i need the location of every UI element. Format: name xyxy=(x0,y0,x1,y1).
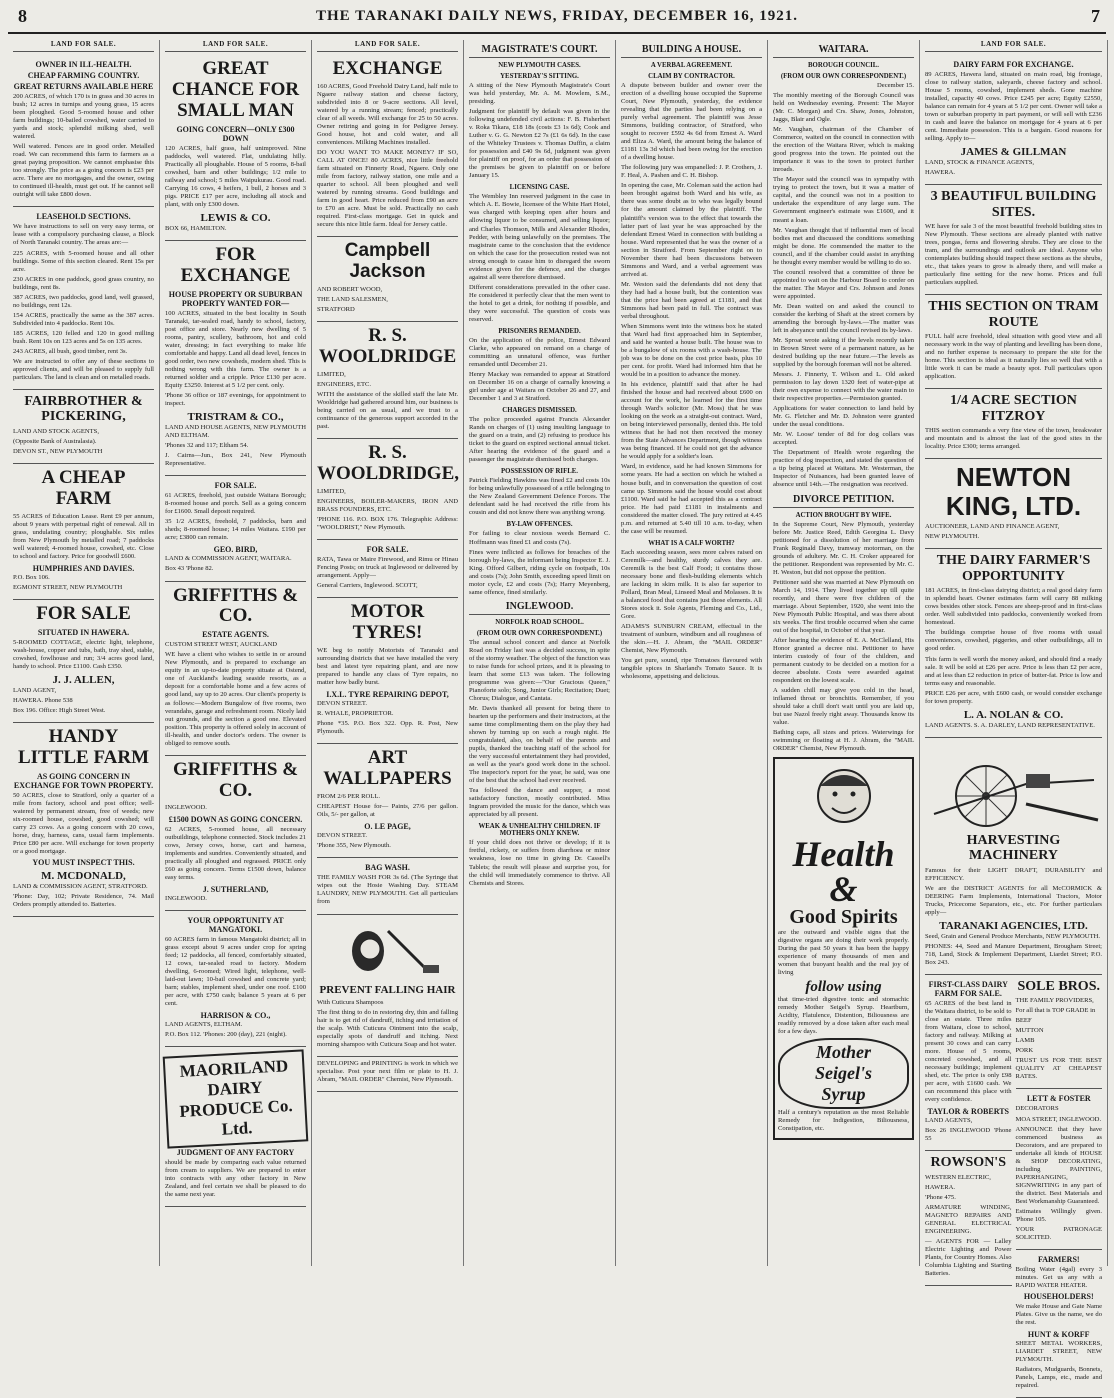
column-header: LAND FOR SALE. xyxy=(13,40,154,52)
column-header: LAND FOR SALE. xyxy=(925,40,1102,52)
ad-subline: 'Phones 32 and 117; Eltham 54. xyxy=(165,442,249,450)
ad-body: The first thing to do in restoring dry, thin and falling hair is to get rid of dandruff, itching and irritation of the scalp. With Cuticura Ointment into the scalp, especially spots of dandruff and itching. Next morning shampoo with Cuticura Soap and hot water. xyxy=(317,1008,458,1048)
ad-subline: LAND AGENTS. S. A. DARLEY, LAND REPRESENTATIVE. xyxy=(925,721,1095,729)
ad-body: are the outward and visible signs that the digestive organs are doing their work properly. During the past 50 years it has been the happy experience of many thousands of men and women that buoyant health and the real joy of living xyxy=(778,928,909,976)
article-paragraph: Henry Mackay was remanded to appear at Stratford on December 16 on a charge of carnally knowing a girl under age at Waitara on October 26 and 27, and December 1 and 3 at Stratford. xyxy=(469,371,610,403)
ad-art-wallpapers xyxy=(317,744,458,858)
ad-heading: 3 BEAUTIFUL BUILDING SITES. xyxy=(930,189,1097,220)
article-paragraph: Judgment for plaintiff by default was given in the following undefended civil actions: F. B. Fisherbert v. Roka Tikara, £18 18s (costs £3 1s 6d); Cook and Luther v. G. G. Newton £2 7s (£1 6s 6d). In the case of the Whiteley Trustees v. Thomas Duffin, a claim for possession and £40 9s 6d, judgment was given for plaintiff on proof, for an order that possession of the premises be given to plaintiff on or before January 15. xyxy=(469,108,610,180)
ad-subline: Box 43 'Phone 82. xyxy=(165,565,214,573)
ad-wooldridge-2 xyxy=(317,439,458,540)
article-subheading: A VERBAL AGREEMENT. xyxy=(650,62,733,69)
article-paragraph: Applications for water connection to land held by Mr. G. Fletcher and Mr. D. Johnston were granted under the usual conditions. xyxy=(773,405,914,429)
ad-subline: P.O. Box 112. 'Phones: 200 (day), 221 (night). xyxy=(165,1031,287,1039)
article-paragraph: For failing to clear noxious weeds Bernard C. Hoffmann was fined £1 and costs (7s). xyxy=(469,530,610,546)
ad-subline: 'Phone 355, New Plymouth. xyxy=(317,842,391,850)
ad-cheap-farm xyxy=(13,464,154,600)
ad-body: Boiling Water (4gal) every 3 minutes. Get us any with a RAPID WATER HEATER. xyxy=(1015,1265,1102,1290)
ad-subline: Radiators, Mudguards, Bonnets, Panels, Lamps, etc., made and repaired. xyxy=(1015,1366,1102,1390)
ad-subline: THE LAND SALESMEN, xyxy=(317,296,388,304)
ad-heading: 1/4 ACRE SECTION FITZROY xyxy=(950,393,1077,424)
ad-signature: M. MCDONALD, xyxy=(41,870,126,883)
ad-subline: LAND, STOCK & FINANCE AGENTS, xyxy=(925,159,1035,167)
ad-body: THIS section commands a very fine view of the town, breakwater and mountain and is almost the last of the good sites in the locality. Price £300; terms arranged. xyxy=(925,427,1102,451)
ad-body: — AGENTS FOR — Lalley Electric Lighting and Power Plants, for Country Homes. Also Columbia Lighting and Starting Batteries. xyxy=(925,1237,1012,1278)
ad-heading: FIRST-CLASS DAIRY FARM FOR SALE. xyxy=(928,979,1008,998)
ad-subline: LAND & COMMISSION AGENT, WAITARA. xyxy=(165,555,292,563)
ad-signature: TARANAKI AGENCIES, LTD. xyxy=(939,919,1088,932)
ad-subline: Phone *35. P.O. Box 322. Opp. R. Post, New Plymouth. xyxy=(317,720,458,736)
ad-subline: YOUR PATRONAGE SOLICITED. xyxy=(1015,1225,1102,1241)
ad-body: This farm is well worth the money asked, and should find a ready sale. It will be sold at £26 per acre. Price is less than £2 per acre, and at less than £2 reduction in price of butter-fat. Price is low and terms easy and reasonable. xyxy=(925,655,1102,687)
ad-body: 60 ACRES farm in famous Mangatoki district; all in grass except about 9 acres under crop for spring feed; 12 paddocks, all fenced, comfortably situated, 12 cows, tar-sealed road to factory. Modern dwelling, 6-roomed; Wired light, telephone, well-laid-out lawn; 10-bail cowshed and concrete yard; barn; stables, implement shed, under one roof. £100 per acre, with £750 cash; balance 5 years at 6 per cent. xyxy=(165,935,306,1008)
ad-heading: FOR SALE. xyxy=(366,545,409,555)
ad-heading: Health & xyxy=(792,834,895,909)
ad-heading: ART WALLPAPERS xyxy=(323,747,452,790)
ad-for-exchange xyxy=(165,241,306,476)
ad-subheading: AS GOING CONCERN IN EXCHANGE FOR TOWN PROPERTY. xyxy=(13,771,154,790)
ad-signature: JAMES & GILLMAN xyxy=(960,146,1067,159)
ad-body: We are instructed to offer any of these sections to approved clients, and will be pleased to supply full particulars. The land is clean and on metalled roads. xyxy=(13,357,154,381)
ad-heading: BAG WASH. xyxy=(365,863,410,873)
article-paragraph: ADAMS'S SUNBURN CREAM, effectual in the treatment of sunburn, windburn and all roughness of the skin.—H. J. Abram, the "MAIL ORDER" Chemist, New Plymouth. xyxy=(621,623,762,655)
article-heading: DIVORCE PETITION. xyxy=(773,494,914,508)
ad-subline: DEVON STREET. xyxy=(317,700,368,708)
ad-subline: THE FAMILY PROVIDERS, xyxy=(1015,997,1094,1005)
ad-heading: DAIRY FARM FOR EXCHANGE. xyxy=(953,60,1074,69)
ad-owner-ill-health xyxy=(13,55,154,207)
article-paragraph: Patrick Fielding Hawkins was fined £2 and costs 10s for being unlawfully possessed of a rifle belonging to the New Zealand Government Defence Forces. The defendant said he had received the rifle from his cousin and did not know there was anything wrong. xyxy=(469,477,611,517)
article-paragraph: A sitting of the New Plymouth Magistrate's Court was held yesterday, Mr. A. M. Mowlem, S.M., presiding. xyxy=(469,82,610,106)
article-subheading: WHAT IS A CALF WORTH? xyxy=(648,539,735,547)
article-paragraph: In the Supreme Court, New Plymouth, yesterday before Mr. Justice Reed, Edith Georgina L. Davy petitioned for a dissolution of her marriage from Frank Reginald Davy, tramway motorman, on the grounds of adultery. Mr. C. H. Croker appeared for the petitioner. Respondent was represented by Mr. C. H. Weston, but did not oppose the petition. xyxy=(773,520,914,576)
ad-heading: PREVENT FALLING HAIR xyxy=(319,983,456,996)
ad-body: 65 ACRES of the best land in the Waitara district, to be sold to close an estate. Three miles from Waitara, close to school, factory and railway. Milking at present 30 cows and can carry more. House of 5 rooms, concreted cowshed, and all necessary buildings; implement shed, etc. The price is only £98 per acre, with £1600 cash. We can recommend this place with every confidence. xyxy=(925,999,1012,1104)
ad-signature: LEWIS & CO. xyxy=(200,211,271,224)
ad-rowsons xyxy=(925,1151,1012,1286)
article-paragraph: The council resolved that a committee of three be appointed to wait on the Harbour Board to confer on the matter. The Mayor and Crs. Johnson and Jones were appointed. xyxy=(773,268,914,300)
article-subheading: (FROM OUR OWN CORRESPONDENT.) xyxy=(780,73,907,80)
ad-mangatoki xyxy=(165,911,306,1047)
ad-subline: HAWERA. xyxy=(925,1183,956,1191)
ad-newton-king xyxy=(925,459,1102,549)
column-header: LAND FOR SALE. xyxy=(317,40,458,52)
ad-subline: ENGINEERS, BOILER-MAKERS, IRON AND BRASS FOUNDERS, ETC. xyxy=(317,498,458,514)
ad-body: ANNOUNCE that they have commenced business as Decorators, and are prepared to undertake all kinds of HOUSE & SHOP DECORATING, including PAINTING, PAPERHANGING, SIGNWRITING in any part of the district. Best Materials and Best Workmanship Guaranteed. xyxy=(1015,1125,1102,1205)
ad-subline: LAND AGENTS, ELTHAM. xyxy=(165,1021,243,1029)
ad-sole-bros xyxy=(1016,975,1103,1090)
list-item: 387 ACRES, two paddocks, good land, well grassed, no buildings, rent 12s. xyxy=(13,293,154,309)
article-paragraph: Different considerations prevailed in the other case. He considered it perfectly clear that the men went to the hotel to get a drink, for nothing if possible, and they were successful. The question of costs was reserved. xyxy=(469,283,610,323)
ad-subline: With Cuticura Shampoos xyxy=(317,998,384,1006)
column-7 xyxy=(920,40,1108,1390)
ad-subheading: SITUATED IN HAWERA. xyxy=(37,627,130,637)
ad-subline: INGLEWOOD. xyxy=(165,804,207,812)
ad-heading: HOUSEHOLDERS! xyxy=(1023,1292,1094,1302)
ad-heading: FOR SALE. xyxy=(214,481,257,491)
ad-griffiths-2 xyxy=(165,756,306,911)
ad-subline: DEVON ST., NEW PLYMOUTH xyxy=(13,447,103,455)
ad-subline: MOA STREET, INGLEWOOD. xyxy=(1015,1115,1102,1123)
article-subheading: ACTION BROUGHT BY WIFE. xyxy=(795,511,892,519)
ad-subline: Estimates Willingly given. 'Phone 105. xyxy=(1015,1207,1102,1223)
list-item: BEEF xyxy=(1015,1017,1032,1025)
list-item: MUTTON xyxy=(1015,1027,1044,1035)
ad-body: 120 ACRES, half grass, half unimproved. Nine paddocks, well watered. Flat, undulating hilly. Practically all ploughable. House of 5 rooms, 8-bail cowshed, barn and other buildings; 1/2 mile to railway and school; 5 miles Waipukurau. Good road. Carrying 16 cows, 4 heifers, 1 bull, 2 horses and 3 pigs. PRICE £17 per acre, including all stock and plant, with only £300 down. xyxy=(165,144,306,208)
ad-body: 'Phone 36 office or 187 evenings, for appointment to inspect. xyxy=(165,392,306,408)
ad-tagline: follow using xyxy=(805,978,882,995)
ad-body: 89 ACRES, Hawera land, situated on main road, big frontage, close to railway station, saleyards, cheese factory and school. House 5 rooms, cowshed, implement sheds. Gone machine installed, capacity 40 cows. Price £245 per acre; Equity £2550, balance can remain for 4 years at 5 1/2 per cent. Owner will take a town or suburban property in part payment, or will sell with £236 in cash and leave the balance on mortgage for 4 years at 6 per cent. Immediate possession. This is a bargain. Good reasons for selling. Apply to— xyxy=(925,71,1102,143)
ad-signature: HUMPHRIES AND DAVIES. xyxy=(32,563,135,573)
article-paragraph: Petitioner said she was married at New Plymouth on March 14, 1914. They lived together up till quite recently, and there were five children of the marriage. About September, 1920, she went into the New Plymouth Public Hospital, and was there about six weeks. The first trouble occurred when she came out of the hospital, in October of that year. xyxy=(773,578,914,634)
article-paragraph: Mr. W. Loose' tender of 8d for dog collars was accepted. xyxy=(773,431,914,447)
ad-hunt-korff xyxy=(1016,1250,1103,1398)
ad-subline: 'PHONE 116. P.O. BOX 176. Telegraphic Address: "WOOLDRIST," New Plymouth. xyxy=(317,516,458,532)
article-paragraph: When Simmons went into the witness box he stated that Ward had first approached him in September, and said he wanted a house built. The house was to be a bungalow of six rooms with a wash-house. The job was to be done on the cost price basis, plus 10 per cent. for profit. Ward had informed him that he would be in a position to advance the money. xyxy=(621,322,762,379)
article-subheading: BY-LAW OFFENCES. xyxy=(506,521,573,529)
article-paragraph: A dispute between builder and owner over the erection of a dwelling house occupied the Supreme Court, New Plymouth, yesterday, the evidence revealing that the parties had been relying on a purely verbal agreement. The plaintiff was Jesse Simmons, building contractor, of Stratford, who sought to recover £592 4s 6d from Ernest A. Ward and Eliza A. Ward, the amount being the balance of £1181 13s 3d which had been owing for the erection of a dwelling house. xyxy=(621,82,762,162)
article-heading: MAGISTRATE'S COURT. xyxy=(469,44,610,58)
woman-brushing-hair-illustration xyxy=(328,921,448,981)
ad-campbell-jackson xyxy=(317,237,458,322)
ad-leasehold-sections xyxy=(13,207,154,390)
ad-subline: PHONES: 44, Seed and Manure Department, Brougham Street; 718, Land, Stock & Implement Department, Liardet Street; P.O. Box 243. xyxy=(925,942,1102,966)
ad-heading: Campbell Jackson xyxy=(344,240,431,283)
ad-subline: AND ROBERT WOOD, xyxy=(317,286,383,294)
ad-subline: J. Cairns—Jun., Box 241, New Plymouth Representative. xyxy=(165,452,306,468)
article-subheading: CLAIM BY CONTRACTOR. xyxy=(648,73,735,80)
ad-body: Well watered. Fences are in good order. Metalled road. We can recommend this farm to farmers as a great paying proposition. We cannot emphasise this too strongly. The price as a going concern is £23 per acre. There are no mortgages, and the owner, owing to continued ill-health, must get out. If he cannot sell outright will take £800 down. xyxy=(13,143,154,199)
ad-firewood xyxy=(317,540,458,598)
ad-body: 35 1/2 ACRES, freehold, 7 paddocks, barn and sheds; 8-roomed house; 14 miles Waitara. £190 per acre; £3800 can remain. xyxy=(165,518,306,542)
ad-subline: EGMONT STREET, NEW PLYMOUTH xyxy=(13,583,123,591)
ad-subline: Box 26 INGLEWOOD 'Phone 55 xyxy=(925,1127,1012,1143)
ad-body: WITH the assistance of the skilled staff the late Mr. Wooldridge had gathered around him, our business is being carried on as usual, and we trust to a continuance of the generous support accorded in the past. xyxy=(317,391,458,431)
ad-heading: SOLE BROS. xyxy=(1017,978,1100,994)
ad-cuticura xyxy=(317,915,458,1057)
ad-heading: THIS SECTION ON TRAM ROUTE xyxy=(928,299,1099,330)
ad-for-sale-waitara xyxy=(165,476,306,581)
smiling-man-portrait-illustration xyxy=(804,762,884,832)
ad-subline: HAWERA. xyxy=(925,169,956,177)
article-paragraph: You get pure, sound, ripe Tomatoes flavoured with tangible spices in Sharland's Tomato Sauce. It is wholesome, appetising and delicious. xyxy=(621,657,762,681)
page-number-right: 7 xyxy=(1091,6,1100,26)
list-item: LAMB xyxy=(1015,1037,1035,1045)
ad-body: CHEAPEST House for— Paints, 27/6 per gallon. Oils, 5/- per gallon, at xyxy=(317,803,458,819)
ad-body: WE have for sale 3 of the most beautiful freehold building sites in New Plymouth. These sections are already planted with native trees, pongas, ferns and flowering shrubs. They are close to the tram, and the surroundings and outlook are ideal. Anyone who contemplates building should inspect these sections as the shrubs, etc., that takes years to grow is already there, and will make a particularly fine setting for the new home. Prices and full particulars supplied. xyxy=(925,223,1102,287)
ad-subline: P.O. Box 106. xyxy=(13,573,50,581)
ad-maoriland-dairy xyxy=(165,1047,306,1207)
ad-heading: GRIFFITHS & CO. xyxy=(172,584,299,627)
ad-heading: FAIRBROTHER & PICKERING, xyxy=(24,393,143,425)
ad-heading: MOTOR TYRES! xyxy=(350,601,425,644)
article-paragraph: Ward, in evidence, said he had known Simmons for some years. He had a section on which he wished a house built, and in conversation the question of cost came up. Simmons said the house would cost about £1100. Ward said he had accepted this as a contract price. He had paid £1181 in instalments and considered the matter closed. The jury retired at 4.45 p.m. and returned at 5.40 till 10 a.m. to-day, when the case will be resumed. xyxy=(621,463,762,535)
ad-signature: J. SUTHERLAND, xyxy=(202,884,269,894)
ad-harvesting-machinery xyxy=(925,738,1102,975)
ad-subline: For all that is TOP GRADE in xyxy=(1015,1007,1096,1015)
ad-subline: BOX 66, HAMILTON. xyxy=(165,224,227,232)
ad-subline: LAND & COMMISSION AGENT, STRATFORD. xyxy=(13,883,148,891)
ad-subline: CUSTOM STREET WEST, AUCKLAND xyxy=(165,641,277,649)
article-subheading: NORFOLK ROAD SCHOOL. xyxy=(495,618,584,626)
masthead xyxy=(8,0,1106,34)
ad-body: 50 ACRES, close to Stratford, only a quarter of a mile from factory, school and post office; well-watered by permanent stream, free of weeds; new six-roomed house, cowshed, good cowshed; will carry 23 cows. As a going concern with 20 cows, horse, dray, harness, cans, usual farm implements. Price £80 per acre. Will exchange for town property or a good mortgage. xyxy=(13,791,154,855)
ad-signature: TAYLOR & ROBERTS xyxy=(927,1107,1009,1117)
ad-wooldridge-1 xyxy=(317,322,458,439)
ad-heading: THE DAIRY FARMER'S OPPORTUNITY xyxy=(936,553,1091,584)
ad-body: 100 ACRES, situated in the best locality in South Taranaki, tar-sealed road, handy to school, factory, post office and store. Nearly new dwelling of 5 rooms, pantry, scullery, bathroom, hot and cold water, dressing; in fact everything to make life comfortable and happy. Land all dead level, fences in good order, two new cowsheds, modern shed. This is nothing wrong with this farm. The owner is a returned soldier and a cripple. Price £130 per acre. Equity £3250. Interest at 5 1/2 per cent. only. xyxy=(165,309,306,390)
ad-body: PRICE £26 per acre, with £600 cash, or would consider exchange for town property. xyxy=(925,689,1102,705)
ad-subheading: JUDGMENT OF ANY FACTORY xyxy=(176,1148,295,1158)
ad-subheading: £1500 DOWN AS GOING CONCERN. xyxy=(168,814,303,824)
ad-fitzroy xyxy=(925,389,1102,459)
ad-fairbrother-pickering xyxy=(13,390,154,464)
ad-signature: HUNT & KORFF xyxy=(1027,1330,1090,1340)
article-paragraph: Mr. Vaughan thought that if influential men of local bodies met and discussed the conditions something might be done. He commended the matter to the council, and if the chamber could assist in anything he thought every member would be willing to do so. xyxy=(773,226,914,266)
article-subheading: CHARGES DISMISSED. xyxy=(502,407,577,415)
article-paragraph: On the application of the police, Ernest Edward Clarke, who appeared on remand on a charge of committing an unnatural offence, was further remanded until December 21. xyxy=(469,336,610,368)
ad-body: DEVELOPING and PRINTING is work in which we specialise. Post your next film or plate to H. J. Abram, "MAIL ORDER" Chemist, New Plymouth. xyxy=(317,1059,458,1083)
list-item: PORK xyxy=(1015,1047,1034,1055)
ad-heading: R. S. WOOLDRIDGE, xyxy=(317,442,459,485)
article-heading: WAITARA. xyxy=(773,44,914,58)
ad-dairy-farmers-opportunity xyxy=(925,549,1102,737)
ad-heading: FARMERS! xyxy=(1037,1254,1080,1264)
ad-heading: Good Spirits xyxy=(789,905,898,928)
article-paragraph: Tea followed the dance and supper, a most satisfactory function, mostly contributed. Miss Ingram provided the music for the dance, which was appreciated by all present. xyxy=(469,787,610,819)
ad-body: RATA, Tawa or Maire Firewood, and Rimu or Hinau Fencing Posts; on truck at Inglewood or delivered by arrangement. Apply— xyxy=(317,556,458,580)
column-5 xyxy=(616,40,768,1266)
ad-signature: TRISTRAM & CO., xyxy=(187,411,284,424)
ad-body: FULL half acre freehold, ideal situation with good view and all necessary work in the way of planting and levelling has been done, and no further expense is necessary to prepare the site for the home. This section is ideal as it naturally lies so well that with a little work it can be made a beauty spot. Full particulars upon application. xyxy=(925,333,1102,381)
column-4 xyxy=(464,40,616,1266)
ad-body: We are the DISTRICT AGENTS for all McCORMICK & DEERING Farm Implements, International Tractors, Motor Trucks, Pricecome Separators, etc., etc. For further particulars apply— xyxy=(925,884,1102,916)
list-item: 185 ACRES, 120 felled and 120 in good milling bush. Rent 10s on 123 acres and 5s on 135 acres. xyxy=(13,329,154,345)
ad-subline: TRUST US FOR THE BEST QUALITY AT CHEAPEST RATES. xyxy=(1015,1057,1102,1081)
ad-subheading: GOING CONCERN—ONLY £300 DOWN xyxy=(176,124,295,143)
article-subheading: YESTERDAY'S SITTING. xyxy=(500,73,579,80)
ad-subheading: GREAT RETURNS AVAILABLE HERE xyxy=(13,82,154,91)
ad-dairy-farm-exchange xyxy=(925,55,1102,185)
ad-body: THE FAMILY WASH FOR 3s 6d. (The Syringe that wipes out the Hosie Washing Day. STEAM LAUNDRY, NEW PLYMOUTH. Get all particulars from xyxy=(317,874,458,906)
ad-body: that time-tried digestive tonic and stomachic remedy Mother Seigel's Syrup. Heartburn, Acidity, Flatulence, Distention, Biliousness are readily removed by a dose taken after each meal for a few days. xyxy=(778,995,909,1036)
ad-subline: Famous for their LIGHT DRAFT, DURABILITY and EFFICIENCY. xyxy=(925,866,1102,882)
ad-signature: J. J. ALLEN, xyxy=(52,673,115,686)
ad-body: ARMATURE WINDING, MAGNETO REPAIRS AND GENERAL ELECTRICAL ENGINEERING. xyxy=(925,1203,1012,1235)
ad-body: DO YOU WANT TO MAKE MONEY? IF SO, CALL AT ONCE! 80 ACRES, nice little freehold farm situated on Finnerty Road, Ngaere. Only one mile from factory, railway station, one mile and a quarter to school. All been ploughed and well watered by running streams. Good buildings and farm in good heart. Price reduced from £90 an acre to £70 an acre. Must be sold. Practically no cash required. First-class mortgage. Get in quick and secure this nice little farm. Ideal for Jersey cattle. xyxy=(317,149,458,229)
bottom-ads-row xyxy=(925,975,1102,1398)
ad-body: 160 ACRES, Good Freehold Dairy Land, half mile to Ngaere railway station and cheese factory, subdivided into 8 or 9-acre sections. All level, watered by a running stream; fenced; practically clear of all weeds. Will exchange for 25 to 50 acres. Owner retiring and going in for Pedigree Jersey. Good house, hot and cold water, and all conveniences. Milking Machines installed. xyxy=(317,82,459,147)
article-paragraph: Fines were inflicted as follows for breaches of the borough by-laws, the informant being Inspector E. J. King. Offord Gilbert, riding cycle on footpath, 10s and costs (7s); John Smith, exceeding speed limit on motor cycle, £2 and costs (7s); Harry Meyenberg, same offence, fined similarly. xyxy=(469,548,610,596)
article-paragraph: Mr. Vaughan, chairman of the Chamber of Commerce, waited on the council in connection with the erection of the Waitara River, which is making good progress into the town. He pointed out the importance it was to the town to protect further inroads. xyxy=(773,126,914,174)
ad-subline: R. WHALE, PROPRIETOR. xyxy=(317,710,394,718)
ad-subline: LAND AND HOUSE AGENTS, NEW PLYMOUTH AND ELTHAM. xyxy=(165,424,306,440)
ad-subline: HAWERA. Phone 538 xyxy=(13,696,73,704)
column-header: LAND FOR SALE. xyxy=(165,40,306,52)
ad-subline: (Opposite Bank of Australasia). xyxy=(13,437,97,445)
ad-signature: HARRISON & CO., xyxy=(200,1011,271,1021)
article-paragraph: A sudden chill may give you cold in the head, inflamed throat or bronchitis. Remember, if you should take a chill don't wait until you are laid up, but use Nazol freely right away. Thousands know its value. xyxy=(773,687,914,727)
ad-body: WE beg to notify Motorists of Taranaki and surrounding districts that we have installed the very best and latest tyre repairing plant, and are now prepared to handle any class of Tyre repairs, no matter how badly burst. xyxy=(317,647,458,687)
ad-developing xyxy=(317,1057,458,1092)
article-paragraph: Mr. Weston said the defendants did not deny that they had had a house built, but the contention was that the price had been agreed at £1181, and that Simmons had been paid in full. The contract was verbal throughout. xyxy=(621,280,762,320)
maoriland-logo: MAORILAND DAIRY PRODUCE Co. Ltd. xyxy=(163,1049,309,1148)
article-subheading: LICENSING CASE. xyxy=(509,184,570,192)
ad-body: The buildings comprise house of five rooms with usual conveniences, cowshed, piggeries, and other outbuildings, all in good order. xyxy=(925,629,1102,653)
seigels-syrup-logo: Mother Seigel's Syrup xyxy=(778,1038,909,1109)
ad-subheading: ESTATE AGENTS. xyxy=(202,630,269,640)
list-item: 230 ACRES in one paddock, good grass country, no buildings, rent 8s. xyxy=(13,275,154,291)
ad-subline: LIMITED, xyxy=(317,488,346,496)
ad-subline: General Carriers, Inglewood. SCOTT, xyxy=(317,582,418,590)
column-6 xyxy=(768,40,920,1266)
bottom-ads-left xyxy=(925,975,1012,1398)
ad-heading: NEWTON KING, LTD. xyxy=(945,462,1082,521)
list-item: 154 ACRES, practically the same as the 387 acres. Subdivided into 4 paddocks. Rent 10s. xyxy=(13,311,154,327)
ad-subline: ENGINEERS, ETC. xyxy=(317,381,372,389)
ad-heading: FOR SALE xyxy=(36,602,131,624)
ad-subline: LAND AND STOCK AGENTS, xyxy=(13,427,99,435)
article-paragraph: Mr. Sproat wrote asking if the levels recently taken in Brown Street were of a permanent nature, as he desired building up the near future.—The levels as supplied by the borough foreman will not be altered. xyxy=(773,336,914,369)
ad-subline: DECORATORS xyxy=(1015,1105,1059,1113)
ad-signature: O. LE PAGE, xyxy=(364,822,411,832)
list-item: 243 ACRES, all bush, good timber, rent 3s. xyxy=(13,347,128,355)
ad-lett-foster xyxy=(1016,1089,1103,1250)
article-date: December 15. xyxy=(877,82,914,89)
ad-subline: WESTERN ELECTRIC, xyxy=(925,1173,991,1181)
ad-heading: FOR EXCHANGE xyxy=(180,243,291,286)
article-subheading: POSSESSION OF RIFLE. xyxy=(501,468,578,476)
article-paragraph: In opening the case, Mr. Coleman said the action had been brought against both Ward and his wife, as there was some doubt as to who was legally bound for the amount claimed by the plaintiff. The plaintiff's version was to the effect that towards the latter part of last year he was approached by the defendant Ernest Ward in connection with building a house. Ward represented that he was the owner of a section in Stratford. From September right on to November there had been discussions between Simmons and Ward, and a verbal agreement was arrived at. xyxy=(621,182,762,278)
article-heading: INGLEWOOD. xyxy=(469,601,610,615)
article-paragraph: Mr. Davis thanked all present for being there to hearten up the performers and their instructors, at the same time complimenting them on the play they had shown by turning up on such a rough night. He congratulated, also, on behalf of the parents and pupils, thanked the teaching staff of the school for the very successful entertainment they had provided, as well as the year's good work done in the school. The inspector's report for the year, he said, was one of the best that the school had ever received. xyxy=(469,704,610,785)
page-number-left: 8 xyxy=(18,6,27,26)
ad-mother-seigels xyxy=(773,757,914,1140)
ad-signature: I.X.L. TYRE REPAIRING DEPOT, xyxy=(326,690,449,700)
newspaper-title: THE TARANAKI DAILY NEWS, FRIDAY, DECEMBER 16, 1921. xyxy=(315,8,799,24)
ad-heading: LETT & FOSTER xyxy=(1026,1094,1091,1104)
ad-subline: LIMITED, xyxy=(317,371,346,379)
ad-body: 62 ACRES, 5-roomed house, all necessary outbuildings, telephone connected. Stock includes 21 cows, Jersey cows, horse, cart and harness, implements and sundries. Conveniently situated, and practically all ploughed and regrassed. PRICE only £60 as going concern. Terms £1500 down, balance easy terms. xyxy=(165,825,306,881)
article-paragraph: The Wembley Inn reserved judgment in the case in which A. E. Bowie, licensee of the White Hart Hotel, was charged with keeping open after hours and allowing liquor to be consumed, and selling liquor; and Charles Thomson, Mills and Alexander Rhodes, Pedder, with being unlawfully on the premises. The magistrate came to the conclusion that the evidence on which the case for the prosecution rested was not strong enough to cause him to disregard the sworn evidence given for the defence, and the charges against all were therefore dismissed. xyxy=(469,193,610,281)
ad-handy-little-farm xyxy=(13,723,154,917)
article-paragraph: Each succeeding season, sees more calves raised on Ceremilk—and healthy, sturdy calves they are. Ceremilk is the best Calf Food; it contains those necessary bone and flesh-building elements which are lacking in skim milk. It is also far superior to Pollard, Bran Meal, Linseed Meal and Molasses. It is a balanced food that contains just those elements. All Stores stock it. Sole Agents, Fleming and Co., Ltd., Gore. xyxy=(621,548,762,620)
ad-building-sites xyxy=(925,185,1102,295)
article-paragraph: The police proceeded against Francis Alexander Rands on charges of (1) using insulting language to the guard on a train, and (2) refusing to produce his ticket to the guard on expired sectional annual ticket. After hearing the evidence of the guard and a passenger the magistrate dismissed both charges. xyxy=(469,416,610,464)
ad-for-sale-hawera xyxy=(13,600,154,723)
ad-body: We make House and Gate Name Plates. Give us the name, we do the rest. xyxy=(1015,1303,1102,1327)
article-subheading: BOROUGH COUNCIL. xyxy=(808,62,879,69)
ad-subline: Seed, Grain and General Produce Merchants, NEW PLYMOUTH. xyxy=(925,932,1101,940)
ad-body: should be made by comparing each value returned from cream to suppliers. We are prepared to enter into contracts with any other factory in New Zealand, and feel certain we shall be pleased to do the same next year. xyxy=(165,1159,306,1199)
ad-subline: Box 196. Office: High Street West. xyxy=(13,706,106,714)
column-1 xyxy=(8,40,160,1266)
ad-great-chance xyxy=(165,55,306,241)
article-paragraph: After hearing the evidence of E. A. McClelland, His Honor granted a decree nisi. Petitioner to have interim custody of four of the children, and permanent custody to be decided on a motion for a decree absolute. Costs were awarded against respondent on the lowest scale. xyxy=(773,636,914,685)
ad-heading: OWNER IN ILL-HEALTH. xyxy=(35,60,132,69)
ad-heading: HARVESTING MACHINERY xyxy=(966,832,1061,864)
ad-subheading: CHEAP FARMING COUNTRY. xyxy=(27,71,140,80)
ad-heading: GRIFFITHS & CO. xyxy=(172,758,299,801)
ad-heading: YOUR OPPORTUNITY AT MANGATOKI. xyxy=(187,915,284,934)
article-subheading: PRISONERS REMANDED. xyxy=(498,327,581,335)
ad-subline: 'Phone 475. xyxy=(925,1193,956,1201)
article-paragraph: The following jury was empanelled: J. P. Crothers, J. F. Heal, A. Pashen and C. H. Bishop. xyxy=(621,164,762,180)
article-paragraph: In his evidence, plaintiff said that after he had finished the house and had received about £600 on account for the work, he learned for the first time through Ward's solicitor (Mr. Moss) that he was looking on the work as a straight-out contract. Ward, on being interviewed personally, denied this. He told witness that he had not then received the money from the State Advances Department, though witness was being financed. If he could not get the advance he would apply for a soldier's loan. xyxy=(621,381,762,461)
ad-subline: INGLEWOOD. xyxy=(165,894,207,902)
ad-heading: R. S. WOOLDRIDGE xyxy=(318,325,457,368)
ad-subline: 'Phone: Day, 102; Private Residence, 74. Mail Orders promptly attended to. Batteries. xyxy=(13,893,154,909)
article-heading: BUILDING A HOUSE. xyxy=(621,44,762,58)
ad-body: We have instructions to sell on very easy terms, or lease with a compulsory purchasing clause, a Block of North Taranaki country. The areas are:— xyxy=(13,223,154,247)
article-paragraph: The Mayor said the council was in sympathy with trying to protect the town, but it was a matter of capital, and the council was not in a position to undertake the expenditure of any large sum. The Government engineer's estimate was £1600, and it meant a loan. xyxy=(773,176,914,224)
ad-subline: DEVON STREET. xyxy=(317,832,368,840)
bottom-ads-right xyxy=(1016,975,1103,1398)
ad-bag-wash xyxy=(317,858,458,914)
ad-heading: LEASEHOLD SECTIONS. xyxy=(36,212,131,222)
article-paragraph: The monthly meeting of the Borough Council was held on Wednesday evening. Present: The Mayor (Mr. C. Morgan) and Crs. Shaw, Jones, Johnston, Jaggs, Blair and Ogle. xyxy=(773,92,914,124)
ad-subline: STRATFORD xyxy=(317,306,355,314)
article-subheading: WEAK & UNHEALTHY CHILDREN. IF MOTHERS ONLY KNEW. xyxy=(478,823,601,838)
article-paragraph: If your child does not thrive or develop; if it is fretful, rickety, or suffers from diarrhoea or minor weakness, lose no time in giving Dr. Cassell's Tablets; the result will please and surprise you, for the child will immediately commence to thrive. All Chemists and Stores. xyxy=(469,839,610,887)
ad-body: 55 ACRES of Education Lease. Rent £9 per annum, about 9 years with perpetual right of renewal. All in grass, undulating country; ploughable. Six miles from New Plymouth by metalled road; 7 paddocks well watered; 4-roomed house, cowshed, etc. Close to school and factory. Price for goodwill £600. xyxy=(13,512,154,560)
ad-subline: LAND AGENTS, xyxy=(925,1117,973,1125)
ad-subline: Half a century's reputation as the most Reliable Remedy for Indigestion, Biliousness, Constipation, etc. xyxy=(778,1109,909,1133)
ad-signature: GEO. BIRD, xyxy=(213,545,258,555)
article-paragraph: Mr. Dean waited on and asked the council to consider the kerbing of Shaft at the street corners by amending the borough by-laws.—The matter was left in abeyance until the council revised its by-laws. xyxy=(773,302,914,334)
column-2 xyxy=(160,40,312,1266)
column-3 xyxy=(312,40,464,1266)
ad-subheading: HOUSE PROPERTY OR SUBURBAN PROPERTY WANTED FOR— xyxy=(168,289,303,308)
ad-body: 181 ACRES, in first-class dairying district; a real good dairy farm in splendid heart. Owner estimates farm will carry 88 milking cows besides other stock. Fences are sheep-proof and in first-class order. Well subdivided into paddocks, conveniently worked from homestead. xyxy=(925,587,1102,627)
ad-subline: LAND AGENT, xyxy=(13,686,57,694)
ad-heading: EXCHANGE xyxy=(332,58,443,79)
ad-body: 200 ACRES, of which 170 is in grass and 30 acres in bush; 12 acres in turnips and young grass, 15 acres been ploughed. Good 5-roomed house and other farm buildings; 10-bailed cowshed, water carried to yards and stock; splendid milking shed, well watered. xyxy=(13,93,154,141)
mowing-machine-illustration xyxy=(926,744,1102,830)
ad-subheading: YOU MUST INSPECT THIS. xyxy=(32,858,135,868)
ad-heading: GREAT CHANCE FOR SMALL MAN xyxy=(171,58,300,121)
article-paragraph: The Department of Health wrote regarding the practice of dog inspection, and stated the question of a tip being placed at Waitara. Mr. Westerman, the Inspector of Nuisances, had been granted leave of absence until 14th.—The resignation was received. xyxy=(773,449,914,489)
ad-subline: AUCTIONEER, LAND AND FINANCE AGENT, xyxy=(925,523,1060,531)
article-paragraph: Messrs. J. Finnerty, T. Wilson and L. Old asked permission to lay down 1320 feet of water-pipe at their own expense to connect with the water main to their respective properties.—Permission granted. xyxy=(773,371,914,403)
ad-first-class-dairy-farm xyxy=(925,975,1012,1152)
ad-heading: A CHEAP FARM xyxy=(41,466,126,509)
ad-exchange xyxy=(317,55,458,237)
article-paragraph: The annual school concert and dance at Norfolk Road on Friday last was a decided success, in spite of the stormy weather. The object of the function was to raise funds for school prizes, and it is pleasing to learn that some £13 was taken. The following programme was given:—"Our Gracious Queen," Pianoforte solo; Song, Junior Girls; Recitation; Duet; Chorus; Dialogue, and Cantata. xyxy=(469,638,610,702)
list-item: 225 ACRES, with 5-roomed house and all other buildings. Some of this section cleared. Rent 15s per acre. xyxy=(13,249,154,273)
ad-subline: SHEET METAL WORKERS, LIARDET STREET, NEW PLYMOUTH. xyxy=(1015,1340,1102,1364)
ad-body: WE have a client who wishes to settle in or around New Plymouth, and is prepared to exchange an equity in an up-to-date property situate at Ostend, one of Auckland's leading seaside resorts, as a deposit for a comfortable home and a few acres of good land, say up to 20 acres. Our client's property is as follows:—Modern Bungalow of five rooms, two verandahs, garage and refreshment room. Nicely laid out grounds, and the section a good one. Elevated position. This property is offered solely in account of ill-health, and under doctor's orders. The owner is obliged to remove south. xyxy=(165,651,306,747)
ad-motor-tyres xyxy=(317,598,458,744)
ad-subline: NEW PLYMOUTH. xyxy=(925,533,980,541)
ad-heading: HANDY LITTLE FARM xyxy=(17,725,150,768)
article-subheading: NEW PLYMOUTH CASES. xyxy=(498,62,581,69)
article-subheading: (FROM OUR OWN CORRESPONDENT.) xyxy=(476,629,603,637)
ad-griffiths-1 xyxy=(165,582,306,756)
ad-body: 61 ACRES, freehold, just outside Waitara Borough; 8-roomed house and porch. Sell as a going concern for £1600. Small deposit required. xyxy=(165,492,306,516)
ad-tram-route xyxy=(925,295,1102,389)
ad-body: 5-ROOMED COTTAGE, electric light, telephone, wash-house, copper and tubs, bath, tray shed, stable, cowshed, fowlhouse and run; 3/4 acres good land, handy to school. Price £1100. Cash £350. xyxy=(13,638,154,670)
ad-signature: L. A. NOLAN & CO. xyxy=(963,708,1064,721)
article-paragraph: Bathing caps, all sizes and prices. Waterwings for swimming or floating at H. J. Abram, the "MAIL ORDER" Chemist, New Plymouth. xyxy=(773,729,914,753)
ad-subline: FROM 2/6 PER ROLL. xyxy=(317,793,381,801)
ad-heading: ROWSON'S xyxy=(930,1155,1006,1171)
